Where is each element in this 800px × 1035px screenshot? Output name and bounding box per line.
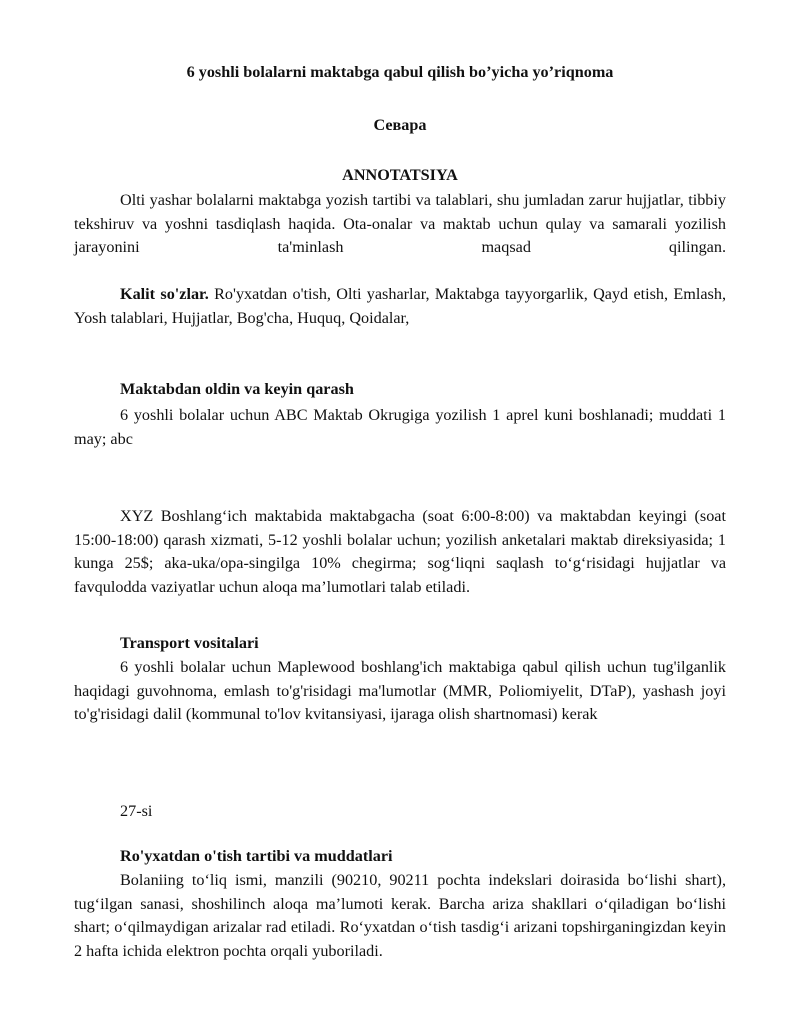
standalone-note: 27-si bbox=[120, 802, 153, 820]
document-title: 6 yoshli bolalarni maktabga qabul qilish bo’yicha yo’riqnoma bbox=[186, 63, 614, 81]
keywords-text: Ro'yxatdan o'tish, Olti yasharlar, Maktabga tayyorgarlik, Qayd etish, Emlash, Yosh talablari, Hujjatlar, Bog'cha, Huquq, Qoidalar, bbox=[74, 285, 726, 327]
abstract-paragraph: Olti yashar bolalarni maktabga yozish tartibi va talablari, shu jumladan zarur hujjatlar, tibbiy tekshiruv va yoshni tasdiqlash haqida. Ota-onalar va maktab uchun qulay va samarali yozilish jarayonini ta'minlash maqsad qilingan. bbox=[74, 191, 726, 256]
document-page bbox=[74, 0, 726, 1035]
section2-heading: Transport vositalari bbox=[120, 634, 259, 652]
section1-heading: Maktabdan oldin va keyin qarash bbox=[120, 380, 354, 398]
document-author: Севара bbox=[373, 116, 427, 134]
keywords-label: Kalit so'zlar. bbox=[120, 285, 209, 303]
abstract-heading: ANNOTATSIYA bbox=[342, 166, 458, 184]
section3-heading: Ro'yxatdan o'tish tartibi va muddatlari bbox=[120, 847, 393, 865]
section1-paragraph: 6 yoshli bolalar uchun ABC Maktab Okrugiga yozilish 1 aprel kuni boshlanadi; muddati 1 may; abc bbox=[74, 406, 726, 448]
keywords-paragraph bbox=[74, 283, 726, 330]
section1-paragraph-2: XYZ Boshlang‘ich maktabida maktabgacha (soat 6:00-8:00) va maktabdan keyingi (soat 15:00-18:00) qarash xizmati, 5-12 yoshli bolalar uchun; yozilish anketalari maktab direksiyasida; 1 kunga 25$; aka-uka/opa-singilga 10% chegirma; sog‘liqni saqlash to‘g‘risidagi hujjatlar va favqulodda vaziyatlar uchun aloqa ma’lumotlari talab etiladi. bbox=[74, 507, 726, 596]
section2-paragraph: 6 yoshli bolalar uchun Maplewood boshlang'ich maktabiga qabul qilish uchun tug'ilganlik haqidagi guvohnoma, emlash to'g'risidagi ma'lumotlar (MMR, Poliomiyelit, DTaP), yashash joyi to'g'risidagi dalil (kommunal to'lov kvitansiyasi, ijaraga olish shartnomasi) kerak bbox=[74, 658, 726, 723]
section3-paragraph: Bolaniing to‘liq ismi, manzili (90210, 90211 pochta indekslari doirasida bo‘lishi shart), tug‘ilgan sanasi, shoshilinch aloqa ma’lumoti kerak. Barcha ariza shakllari o‘qiladigan bo‘lishi shart; o‘qilmaydigan arizalar rad etiladi. Ro‘yxatdan o‘tish tasdig‘i arizani topshirganingizdan keyin 2 hafta ichida elektron pochta orqali yuboriladi. bbox=[74, 871, 726, 960]
